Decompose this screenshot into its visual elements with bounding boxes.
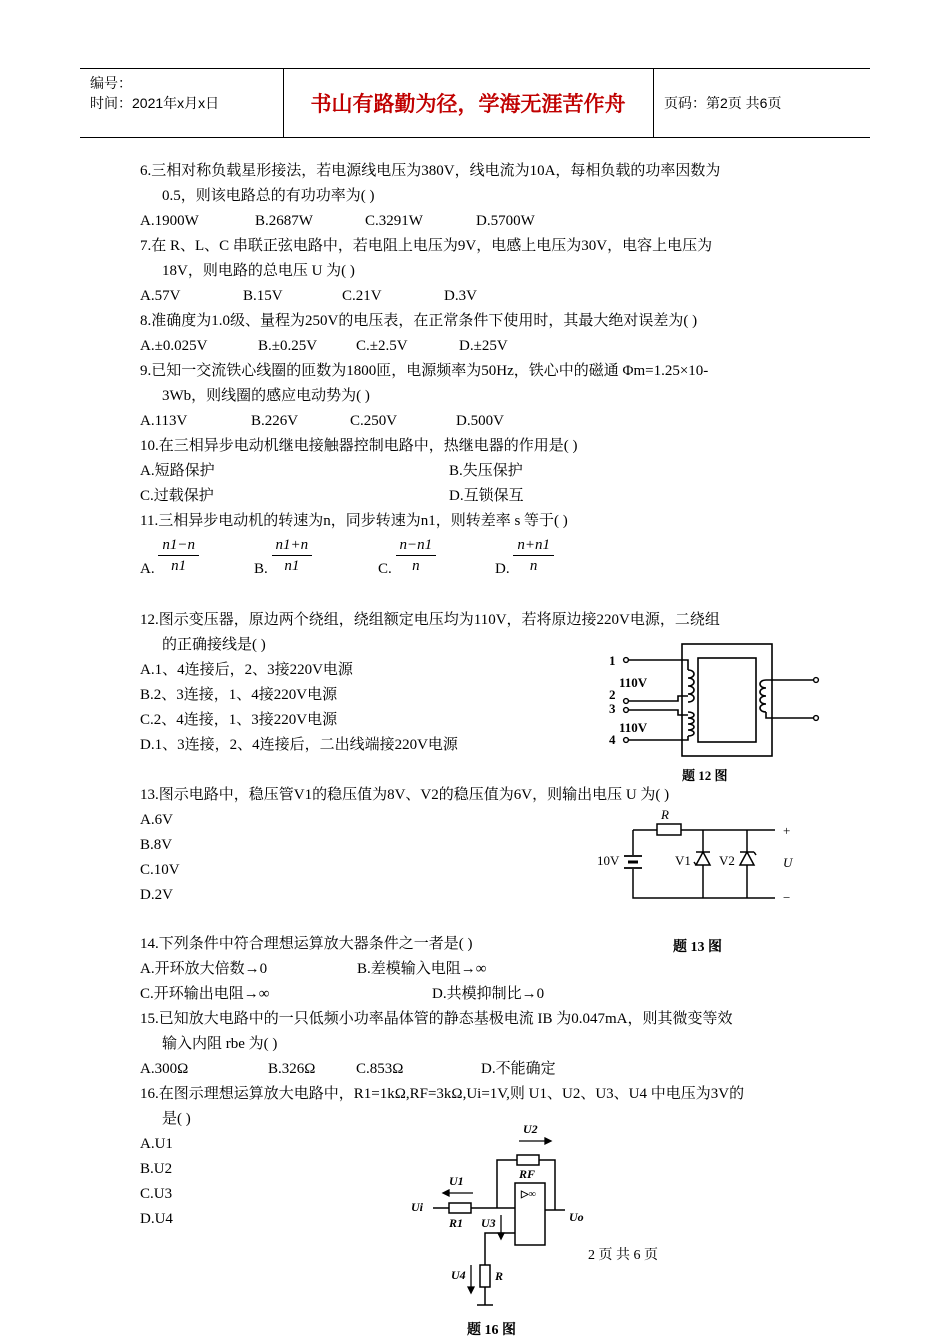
q14-option-a: A.开环放大倍数→0: [140, 961, 268, 977]
q9-option-d: D.500V: [456, 413, 504, 429]
q9-stem: 9.已知一交流铁心线圈的匝数为1800匝，电源频率为50Hz，铁心中的磁通 Φm=1.25×10-: [140, 363, 709, 379]
q6-option-a: A.1900W: [140, 213, 199, 229]
figure-12-caption: 题 12 图: [682, 768, 728, 783]
label-u: U: [783, 855, 793, 870]
q16-option-b: B.U2: [140, 1161, 173, 1177]
fraction-numerator: n1−n: [158, 535, 199, 556]
q15-option-b: B.326Ω: [268, 1061, 316, 1077]
q8-option-a: A.±0.025V: [140, 338, 208, 354]
figure-12-transformer: [600, 640, 830, 785]
fraction-a: [158, 535, 199, 576]
fraction-c: [396, 535, 437, 576]
q16-option-c: C.U3: [140, 1186, 173, 1202]
q6-option-c: C.3291W: [365, 213, 423, 229]
q14-option-c: C.开环输出电阻→∞: [140, 986, 270, 1002]
terminal-1: 1: [609, 653, 616, 668]
q10-option-b: B.失压保护: [449, 463, 523, 479]
label-rf: RF: [519, 1167, 536, 1181]
q8-option-d: D.±25V: [459, 338, 508, 354]
resistor-r: [480, 1265, 490, 1287]
q12-option-a: A.1、4连接后，2、3接220V电源: [140, 662, 353, 678]
fraction-denominator: n1: [171, 558, 187, 574]
q7-stem-2: 18V，则电路的总电压 U 为( ): [162, 263, 355, 279]
q11-option-b: [254, 535, 312, 579]
label-source: 10V: [597, 853, 620, 868]
figure-13-zener-circuit: [595, 805, 805, 960]
q11-option-d: [495, 535, 554, 579]
voltage-lower: 110V: [619, 720, 648, 735]
label-u4: U4: [451, 1268, 466, 1282]
fraction-denominator: n1: [284, 558, 300, 574]
battery-icon: [624, 856, 642, 868]
q9-option-a: A.113V: [140, 413, 188, 429]
q12-stem-2: 的正确接线是( ): [162, 637, 266, 653]
q12-option-c: C.2、4连接，1、3接220V电源: [140, 712, 338, 728]
label-v2: V2: [719, 853, 735, 868]
q13-option-a: A.6V: [140, 812, 173, 828]
q9-option-b: B.226V: [251, 413, 299, 429]
q15-option-d: D.不能确定: [481, 1061, 556, 1077]
q10-option-c: C.过载保护: [140, 488, 214, 504]
resistor-r: [657, 824, 681, 835]
lead-1: [626, 660, 688, 670]
q9-option-c: C.250V: [350, 413, 398, 429]
q16-option-a: A.U1: [140, 1136, 173, 1152]
q15-option-a: A.300Ω: [140, 1061, 189, 1077]
q10-stem: 10.在三相异步电动机继电接触器控制电路中，热继电器的作用是( ): [140, 438, 578, 454]
option-letter: B.: [254, 560, 268, 577]
label-r1: R1: [449, 1216, 464, 1230]
number-label: 编号：: [90, 75, 132, 91]
fraction-denominator: n: [529, 558, 538, 574]
q13-stem: 13.图示电路中，稳压管V1的稳压值为8V、V2的稳压值为6V，则输出电压 U 为( ): [140, 787, 670, 803]
label-u1: U1: [449, 1174, 464, 1188]
fraction-denominator: n: [412, 558, 420, 574]
q7-option-b: B.15V: [243, 288, 283, 304]
q14-option-b: B.差模输入电阻→∞: [357, 961, 487, 977]
resistor-rf: [517, 1155, 539, 1165]
lead-4: [626, 736, 688, 740]
resistor-r1: [449, 1203, 471, 1213]
label-ui: Ui: [411, 1200, 423, 1214]
voltage-upper: 110V: [619, 675, 648, 690]
label-v1: V1: [675, 853, 691, 868]
fraction-d: [513, 535, 554, 576]
label-r: R: [495, 1269, 504, 1283]
label-uo: Uo: [569, 1210, 584, 1224]
q6-stem: 6.三相对称负载星形接法，若电源线电压为380V，线电流为10A，每相负载的功率因数为: [140, 163, 721, 179]
q16-stem: 16.在图示理想运算放大电路中，R1=1kΩ,RF=3kΩ,Ui=1V,则 U1、U2、U3、U4 中电压为3V的: [140, 1086, 745, 1102]
secondary-lead-bottom: [766, 712, 815, 718]
fraction-numerator: n1+n: [272, 535, 313, 556]
q15-stem-2: 输入内阻 rbe 为( ): [162, 1036, 278, 1052]
q15-option-c: C.853Ω: [356, 1061, 404, 1077]
figure-13-caption: 题 13 图: [673, 940, 722, 955]
terminal-3: 3: [609, 701, 616, 716]
transformer-core-outer: [682, 644, 772, 756]
option-letter: D.: [495, 560, 510, 577]
date-label: 时间：2021年x月x日: [90, 95, 220, 111]
page-indicator: 页码：第2页 共6页: [664, 95, 782, 111]
q6-option-d: D.5700W: [476, 213, 535, 229]
q12-option-d: D.1、3连接，2、4连接后，二出线端接220V电源: [140, 737, 458, 753]
label-r: R: [661, 807, 669, 822]
q11-stem: 11.三相异步电动机的转速为n，同步转速为n1，则转差率 s 等于( ): [140, 513, 568, 529]
q11-option-c: [378, 535, 436, 579]
q14-option-d: D.共模抑制比→0: [432, 986, 545, 1002]
label-plus: +: [783, 823, 791, 838]
header-info-cell: [80, 69, 284, 137]
q8-option-b: B.±0.25V: [258, 338, 318, 354]
q10-option-a: A.短路保护: [140, 463, 215, 479]
lead-3: [626, 710, 688, 715]
q8-stem: 8.准确度为1.0级、量程为250V的电压表，在正常条件下使用时，其最大绝对误差为( ): [140, 313, 698, 329]
q11-option-a: [140, 535, 199, 579]
secondary-coil: [760, 680, 766, 712]
label-minus: −: [783, 890, 791, 905]
fraction-b: [272, 535, 313, 576]
page-header: [80, 68, 870, 138]
zener-v1-icon: [694, 852, 710, 865]
terminal-4: 4: [609, 732, 616, 747]
q9-stem-2: 3Wb，则线圈的感应电动势为( ): [162, 388, 370, 404]
fraction-numerator: n−n1: [396, 535, 437, 556]
figure-16-opamp-circuit: [405, 1115, 605, 1340]
q6-stem-2: 0.5，则该电路总的有功功率为( ): [162, 188, 375, 204]
lead-2: [626, 696, 688, 701]
option-letter: A.: [140, 560, 155, 577]
figure-16-caption: 题 16 图: [467, 1323, 516, 1338]
footer-page-number: 2 页 共 6 页: [588, 1248, 658, 1263]
q13-option-c: C.10V: [140, 862, 180, 878]
fraction-numerator: n+n1: [513, 535, 554, 556]
q6-option-b: B.2687W: [255, 213, 313, 229]
q16-option-d: D.U4: [140, 1211, 173, 1227]
q10-option-d: D.互锁保互: [449, 488, 524, 504]
motto: 书山有路勤为径，学海无涯苦作舟: [283, 69, 654, 137]
opamp-symbol: ▷∞: [521, 1189, 536, 1200]
q7-stem: 7.在 R、L、C 串联正弦电路中，若电阻上电压为9V，电感上电压为30V，电容上电压为: [140, 238, 713, 254]
q16-stem-2: 是( ): [162, 1111, 191, 1127]
option-letter: C.: [378, 560, 392, 577]
q12-stem: 12.图示变压器，原边两个绕组，绕组额定电压均为110V，若将原边接220V电源，二绕组: [140, 612, 720, 628]
q15-stem: 15.已知放大电路中的一只低频小功率晶体管的静态基极电流 IB 为0.047mA，则其微变等效: [140, 1011, 733, 1027]
label-u3: U3: [481, 1216, 496, 1230]
primary-coil-lower: [688, 712, 694, 736]
q13-option-d: D.2V: [140, 887, 173, 903]
transformer-core-inner: [698, 658, 756, 742]
q14-stem: 14.下列条件中符合理想运算放大器条件之一者是( ): [140, 936, 473, 952]
q7-option-c: C.21V: [342, 288, 382, 304]
q13-option-b: B.8V: [140, 837, 173, 853]
q7-option-d: D.3V: [444, 288, 477, 304]
q12-option-b: B.2、3连接，1、4接220V电源: [140, 687, 338, 703]
q7-option-a: A.57V: [140, 288, 181, 304]
terminal-2: 2: [609, 687, 616, 702]
primary-coil-upper: [688, 670, 694, 702]
label-u2: U2: [523, 1122, 538, 1136]
q8-option-c: C.±2.5V: [356, 338, 408, 354]
zener-v2-icon: [740, 852, 756, 865]
